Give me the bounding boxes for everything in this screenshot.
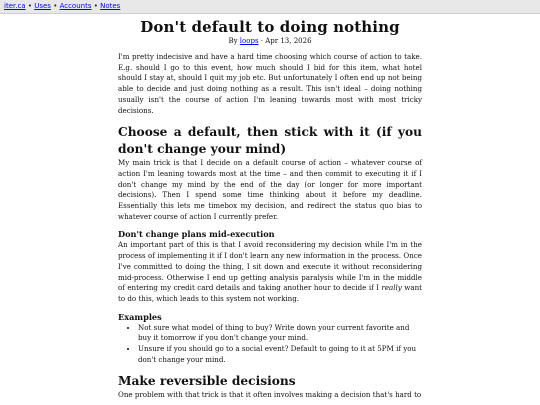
nav-separator: • — [93, 2, 98, 10]
examples-list — [118, 323, 422, 366]
subsection-paragraph-dont-change-plans — [118, 240, 422, 304]
nav-separator: • — [27, 2, 32, 10]
author-link[interactable]: loops — [239, 37, 259, 45]
top-nav-bar — [0, 0, 540, 14]
byline-prefix: By — [228, 37, 238, 45]
section-heading-choose-default: Choose a default, then stick with it (if you don't change your mind) — [118, 125, 422, 157]
article — [118, 16, 422, 401]
intro-paragraph: I'm pretty indecisive and have a hard time choosing which course of action to take. E.g. should I go to this event, how much should I bid for this item, what hotel should I stay at, should I quit my job etc. But unfortunately I often end up not being able to decide and just doing nothing as a result. This isn't ideal – doing nothing usually isn't the course of action I'm leaning towards most with most tricky decisions. — [118, 52, 422, 115]
byline-separator: · — [260, 37, 264, 45]
emphasis-really: really — [381, 283, 402, 293]
section-heading-reversible-decisions: Make reversible decisions — [118, 374, 296, 389]
byline — [118, 37, 422, 46]
nav-link-notes[interactable]: Notes — [100, 2, 121, 10]
nav-separator: • — [53, 2, 58, 10]
page-title: Don't default to doing nothing — [140, 18, 400, 36]
nav-link-uses[interactable]: Uses — [34, 2, 51, 10]
section-paragraph-reversible-decisions: One problem with that trick is that it often involves making a decision that's hard to — [118, 390, 422, 400]
publish-date: Apr 13, 2026 — [265, 37, 312, 45]
examples-heading: Examples — [118, 311, 162, 322]
paragraph-text-before: An important part of this is that I avoid reconsidering my decision while I'm in the process of implementing it if I don't learn any new information in the process. Once I've committed to doing the thing, I sit down and execute it without reconsidering mid-process. Otherwise I end up getting analysis paralysis while I'm in the middle of entering my credit card details and taking another hour to decide if I — [118, 240, 422, 293]
nav-link-accounts[interactable]: Accounts — [59, 2, 92, 10]
paragraph-text-after: want to do this, which leads to this system not working. — [118, 283, 422, 303]
list-item: • Unsure if you should go to a social event? Default to going to it at 5PM if you don't change your mind. — [138, 344, 422, 365]
section-paragraph-choose-default: My main trick is that I decide on a default course of action – whatever course of action I'm leaning towards most at the time – and then commit to executing it if I don't change my mind by the end of the day (or longer for more important decisions). Then I spend some time thinking about it before my deadline. Essentially this lets me timebox my decision, and redirect the status quo bias to whatever course of action I currently prefer. — [118, 158, 422, 221]
subsection-heading-dont-change-plans: Don't change plans mid-execution — [118, 229, 275, 240]
nav-link-home[interactable]: iter.ca — [4, 2, 26, 10]
list-item: • Not sure what model of thing to buy? Write down your current favorite and buy it tomorrow if you don't change your mind. — [138, 323, 422, 344]
